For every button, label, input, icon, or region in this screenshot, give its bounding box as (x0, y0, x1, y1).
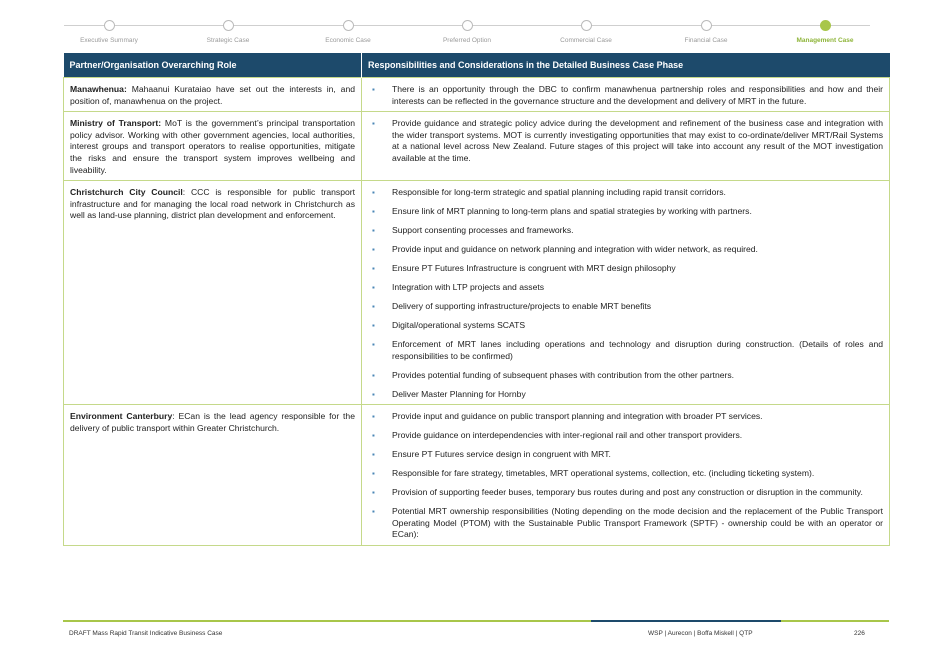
step-executive-summary[interactable] (59, 16, 159, 44)
footer-divider-accent (591, 620, 781, 622)
step-dot (223, 20, 234, 31)
responsibilities-cell (362, 78, 890, 112)
partner-role: : ECan is the lead agency responsible for the delivery of public transport within Greater Christchurch. (70, 411, 355, 433)
partner-name: Ministry of Transport: (70, 118, 162, 129)
partner-name: Environment Canterbury (70, 411, 173, 422)
responsibility-list (368, 411, 883, 541)
list-item: ▪ There is an opportunity through the DBC to confirm manawhenua partnership roles and responsibilities and how and their interests can be reflected in the governance structure and the development and delivery of MRT in the future. (368, 84, 883, 107)
list-item: ▪ Integration with LTP projects and assets (368, 282, 883, 294)
footer-authors: WSP | Aurecon | Boffa Miskell | QTP (648, 630, 753, 637)
partner-cell (64, 405, 362, 546)
step-dot-active (820, 20, 831, 31)
header-partner-role: Partner/Organisation Overarching Role (64, 53, 362, 78)
header-responsibilities: Responsibilities and Considerations in the Detailed Business Case Phase (362, 53, 890, 78)
list-item: ▪ Provides potential funding of subsequent phases with contribution from the other partners. (368, 370, 883, 382)
partner-cell (64, 112, 362, 181)
step-label: Financial Case (684, 37, 728, 44)
step-label: Commercial Case (560, 37, 612, 44)
step-financial-case[interactable] (656, 16, 756, 44)
footer-document-title: DRAFT Mass Rapid Transit Indicative Business Case (69, 630, 223, 637)
step-dot (462, 20, 473, 31)
list-item: ▪ Potential MRT ownership responsibilities (Noting depending on the mode decision and the replacement of the Public Transport Operating Model (PTOM) with the Sustainable Public Transport Framework (SPTF) - ownership could be with an operator or ECan): (368, 506, 883, 541)
step-label: Strategic Case (206, 37, 250, 44)
list-item: ▪ Provide input and guidance on public transport planning and integration with broader PT services. (368, 411, 883, 423)
step-dot (581, 20, 592, 31)
partner-cell (64, 78, 362, 112)
list-item: ▪ Support consenting processes and frameworks. (368, 225, 883, 237)
list-item: ▪ Deliver Master Planning for Hornby (368, 389, 883, 401)
list-item: ▪ Responsible for long-term strategic and spatial planning including rapid transit corridors. (368, 187, 883, 199)
responsibility-list (368, 84, 883, 107)
step-commercial-case[interactable] (536, 16, 636, 44)
step-preferred-option[interactable] (417, 16, 517, 44)
table-row (64, 181, 890, 405)
step-strategic-case[interactable] (178, 16, 278, 44)
step-dot (104, 20, 115, 31)
step-label: Preferred Option (442, 37, 492, 44)
list-item: ▪ Ensure PT Futures Infrastructure is congruent with MRT design philosophy (368, 263, 883, 275)
list-item: ▪ Enforcement of MRT lanes including operations and technology and disruption during construction. (Details of roles and responsibilities to be confirmed) (368, 339, 883, 362)
section-progress-bar (64, 16, 870, 50)
table-row (64, 112, 890, 181)
step-label: Management Case (796, 37, 854, 44)
partner-role: MoT is the government’s principal transportation policy advisor. Working with other government agencies, local authorities, interest groups and transport operators to realise opportunities, mitigate the risks and ensure the transport system improves wellbeing and liveability. (70, 118, 355, 175)
responsibilities-cell (362, 181, 890, 405)
partner-role: Mahaanui Kurataiao have set out the interests in, and position of, manawhenua on the project. (70, 84, 355, 106)
roles-table (63, 53, 890, 546)
list-item: ▪ Provide input and guidance on network planning and integration with wider network, as required. (368, 244, 883, 256)
step-dot (343, 20, 354, 31)
list-item: ▪ Digital/operational systems SCATS (368, 320, 883, 332)
step-economic-case[interactable] (298, 16, 398, 44)
table-header-row (64, 53, 890, 78)
responsibilities-cell (362, 112, 890, 181)
table-row (64, 405, 890, 546)
partner-cell (64, 181, 362, 405)
step-management-case[interactable] (775, 16, 875, 44)
list-item: ▪ Responsible for fare strategy, timetables, MRT operational systems, collection, etc. (including ticketing system). (368, 468, 883, 480)
list-item: ▪ Provide guidance and strategic policy advice during the development and refinement of the business case and integration with the wider transport systems. MOT is currently investigating opportunities that may exist to co-ordinate/deliver MRT/Rail Systems at a national level across New Zealand. Future stages of this project will take into account any result of the MOT investigation available at the time. (368, 118, 883, 164)
responsibilities-cell (362, 405, 890, 546)
list-item: ▪ Delivery of supporting infrastructure/projects to enable MRT benefits (368, 301, 883, 313)
partner-name: Manawhenua: (70, 84, 127, 94)
responsibility-list (368, 187, 883, 400)
list-item: ▪ Ensure link of MRT planning to long-term plans and spatial strategies by working with partners. (368, 206, 883, 218)
list-item: ▪ Provision of supporting feeder buses, temporary bus routes during and post any construction or disruption in the community. (368, 487, 883, 499)
responsibility-list (368, 118, 883, 164)
step-dot (701, 20, 712, 31)
partner-name: Christchurch City Council (70, 187, 183, 198)
table-row (64, 78, 890, 112)
footer-page-number: 226 (854, 630, 865, 637)
footer-divider (63, 620, 889, 622)
step-label: Executive Summary (80, 37, 138, 44)
partner-role: : CCC is responsible for public transport infrastructure and for managing the local road network in Christchurch as well as land-use planning, district plan development and enforcement. (70, 187, 355, 221)
list-item: ▪ Ensure PT Futures service design in congruent with MRT. (368, 449, 883, 461)
step-label: Economic Case (325, 37, 371, 44)
list-item: ▪ Provide guidance on interdependencies with inter-regional rail and other transport providers. (368, 430, 883, 442)
